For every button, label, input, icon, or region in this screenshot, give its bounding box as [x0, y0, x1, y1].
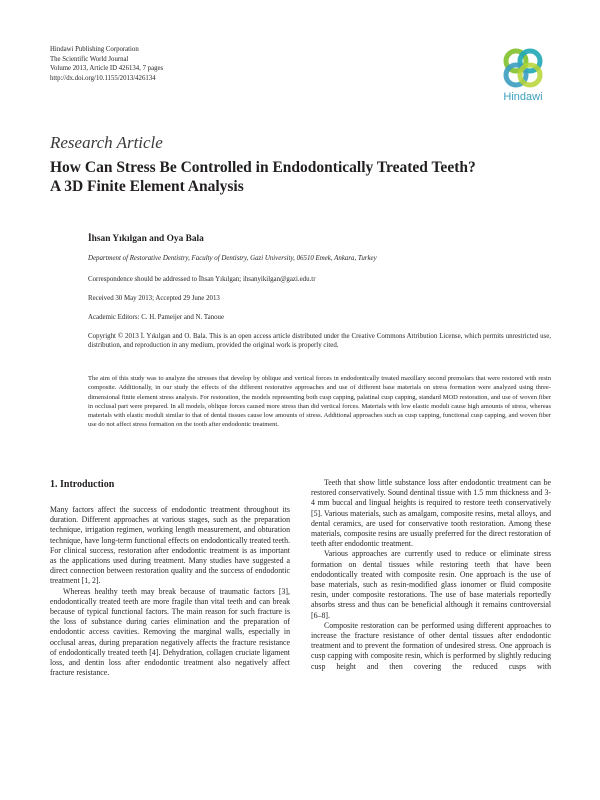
publisher-name: Hindawi Publishing Corporation: [50, 46, 139, 53]
abstract: The aim of this study was to analyze the stresses that develop by oblique and vertical forces in endodontically treated maxillary second premolars that were restored with resin composite. Additionally, in our study the effects of the different restorative approaches and use of different base materials on stress formation were analyzed using three-dimensional finite element stress analysis. For restoration, the models representing both cusp capping, palatinal cusp capping, standard MOD restoration, and use of woven fiber in occlusal part were prepared. In all models, oblique forces caused more stress than did vertical forces. Materials with low elastic moduli cause high amounts of stress, whereas materials with elastic moduli similar to that of dental tissues cause low amounts of stress. Additional approaches such as cusp capping, functional cusp capping, and woven fiber use do not affect stress formation on the tooth after endodontic treatment.: [88, 375, 551, 429]
title-line: How Can Stress Be Controlled in Endodontically Treated Teeth?: [50, 159, 476, 176]
right-column: [311, 478, 551, 672]
volume-info: Volume 2013, Article ID 426134, 7 pages: [50, 65, 164, 72]
article-title: [50, 158, 570, 196]
journal-name: The Scientific World Journal: [50, 55, 129, 63]
hindawi-logo-icon: [500, 45, 546, 91]
author-list: İhsan Yıkılgan and Oya Bala: [88, 234, 204, 244]
academic-editors: Academic Editors: C. H. Pameijer and N. Tanoue: [88, 314, 225, 321]
paragraph: Various approaches are currently used to reduce or eliminate stress formation on dental tissues while restoring teeth that have been endodontically treated with composite resin. One approach is the use of base materials, such as resin-modified glass ionomer or fluid composite resin, under composite restorations. The use of base materials reportedly absorbs stress and thus can be beneficial although it remains controversial [6–8].: [311, 549, 551, 620]
correspondence: Correspondence should be addressed to İhsan Yıkılgan; ihsanyikilgan@gazi.edu.tr: [88, 276, 316, 283]
publication-info: [50, 45, 163, 83]
copyright-notice: Copyright © 2013 İ. Yıkılgan and O. Bala. This is an open access article distributed under the Creative Commons Attribution License, which permits unrestricted use, distribution, and reproduction in any medium, provided the original work is properly cited.: [88, 333, 551, 350]
doi-link[interactable]: http://dx.doi.org/10.1155/2013/426134: [50, 74, 156, 82]
section-heading: 1. Introduction: [50, 479, 115, 490]
paragraph: Teeth that show little substance loss after endodontic treatment can be restored conservatively. Sound dentinal tissue with 1.5 mm thickness and 3-4 mm buccal and lingual heights is required to restore teeth conservatively [5]. Various materials, such as amalgam, composite resins, metal alloys, and dental ceramics, are used for conservative tooth restoration. Among these materials, composite resins are usually preferred for the direct restoration of teeth after endodontic treatment.: [311, 478, 551, 549]
affiliation: Department of Restorative Dentistry, Faculty of Dentistry, Gazi University, 06510 Emek, Ankara, Turkey: [88, 255, 377, 262]
left-column: [50, 505, 290, 678]
paragraph: Composite restoration can be performed using different approaches to increase the fracture resistance of other dental tissues after endodontic treatment and to prevent the formation of undesired stress. One approach is cusp capping with composite resin, which is performed by slightly reducing cusp height and then covering the reduced cusps with: [311, 620, 551, 671]
received-accepted-dates: Received 30 May 2013; Accepted 29 June 2013: [88, 295, 220, 302]
hindawi-logo: [493, 45, 553, 107]
paragraph: Many factors affect the success of endodontic treatment throughout its duration. Different approaches at various stages, such as the preparation technique, irrigation regimen, working length measurement, and obturation technique, have long-term functional effects on endodontically treated teeth. For clinical success, restoration after endodontic treatment is as important as the applications used during treatment. Many studies have suggested a direct connection between restoration quality and the success of endodontic treatment [1, 2].: [50, 505, 290, 586]
title-line: A 3D Finite Element Analysis: [50, 178, 244, 195]
article-type-label: Research Article: [50, 133, 163, 152]
logo-wordmark: Hindawi: [503, 91, 543, 103]
paragraph: Whereas healthy teeth may break because of traumatic factors [3], endodontically treated teeth are more fragile than vital teeth and can break because of typical functional factors. The main reason for such fracture is the loss of substance during caries elimination and the preparation of endodontic access cavities. Removing the marginal walls, especially in occlusal areas, during preparation negatively affects the fracture resistance of endodontically treated teeth [4]. Dehydration, collagen cruciate ligament loss, and dentin loss after endodontic treatment also negatively affect fracture resistance.: [50, 586, 290, 678]
